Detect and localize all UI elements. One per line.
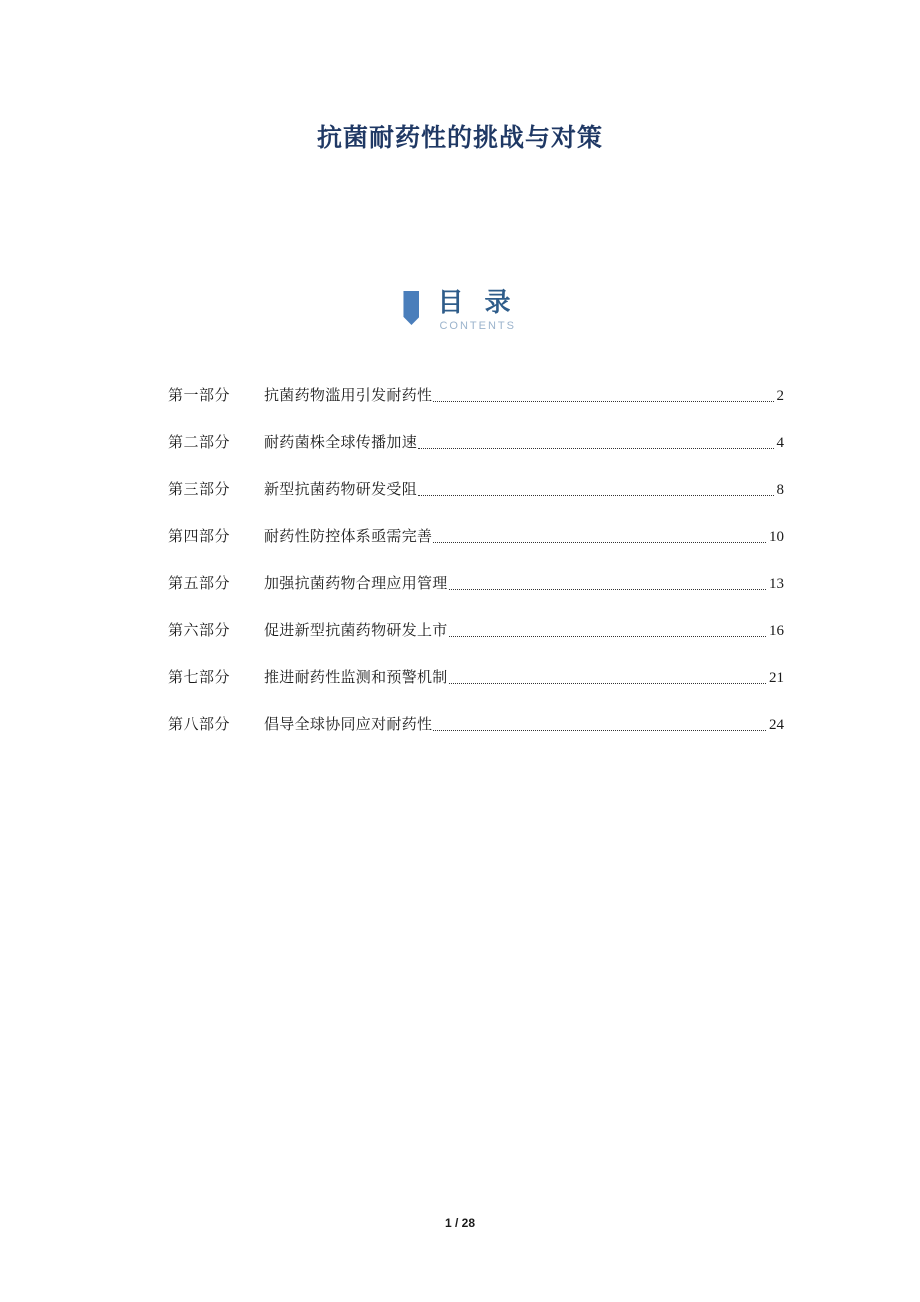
toc-heading-cn: 目 录	[437, 288, 517, 318]
toc-part-label: 第四部分	[168, 529, 231, 545]
page-footer: 1 / 28	[444, 1216, 476, 1230]
toc-entry[interactable]	[168, 640, 784, 687]
toc-entry-title: 耐药菌株全球传播加速	[264, 435, 418, 451]
toc-entry-title: 促进新型抗菌药物研发上市	[264, 623, 448, 639]
toc-entry[interactable]	[168, 593, 784, 640]
toc-entry-title: 耐药性防控体系亟需完善	[264, 529, 433, 545]
toc-part-label: 第五部分	[168, 576, 231, 592]
toc-entry[interactable]	[168, 452, 784, 499]
toc-entry-title: 抗菌药物滥用引发耐药性	[264, 388, 433, 404]
toc-page-number: 10	[769, 529, 784, 545]
toc-part-label: 第二部分	[168, 435, 231, 451]
page-title: 抗菌耐药性的挑战与对策	[316, 123, 603, 152]
toc-leader-dots	[433, 400, 773, 402]
toc-entry[interactable]	[168, 499, 784, 546]
toc-part-label: 第三部分	[168, 482, 231, 498]
toc-entry[interactable]	[168, 546, 784, 593]
toc-leader-dots	[449, 682, 766, 684]
toc-entry-title: 新型抗菌药物研发受阻	[264, 482, 418, 498]
toc-entry[interactable]	[168, 405, 784, 452]
toc-page-number: 13	[769, 576, 784, 592]
toc-entry-title: 推进耐药性监测和预警机制	[264, 670, 448, 686]
toc-page-number: 24	[769, 717, 784, 733]
toc-list	[168, 358, 784, 734]
toc-page-number: 4	[776, 435, 784, 451]
toc-part-label: 第六部分	[168, 623, 231, 639]
bookmark-icon	[403, 291, 419, 325]
toc-part-label: 第七部分	[168, 670, 231, 686]
toc-entry[interactable]	[168, 358, 784, 405]
toc-header	[0, 288, 920, 344]
toc-page-number: 2	[776, 388, 784, 404]
toc-page-number: 8	[776, 482, 784, 498]
toc-leader-dots	[449, 635, 766, 637]
toc-part-label: 第一部分	[168, 388, 231, 404]
toc-page-number: 16	[769, 623, 784, 639]
toc-leader-dots	[418, 494, 773, 496]
toc-header-inner	[403, 288, 516, 334]
toc-heading-en: CONTENTS	[439, 320, 516, 332]
toc-page-number: 21	[769, 670, 784, 686]
toc-entry[interactable]	[168, 687, 784, 734]
toc-leader-dots	[449, 588, 766, 590]
toc-leader-dots	[433, 729, 766, 731]
toc-part-label: 第八部分	[168, 717, 231, 733]
toc-entry-title: 倡导全球协同应对耐药性	[264, 717, 433, 733]
toc-entry-title: 加强抗菌药物合理应用管理	[264, 576, 448, 592]
toc-leader-dots	[418, 447, 773, 449]
toc-leader-dots	[433, 541, 766, 543]
